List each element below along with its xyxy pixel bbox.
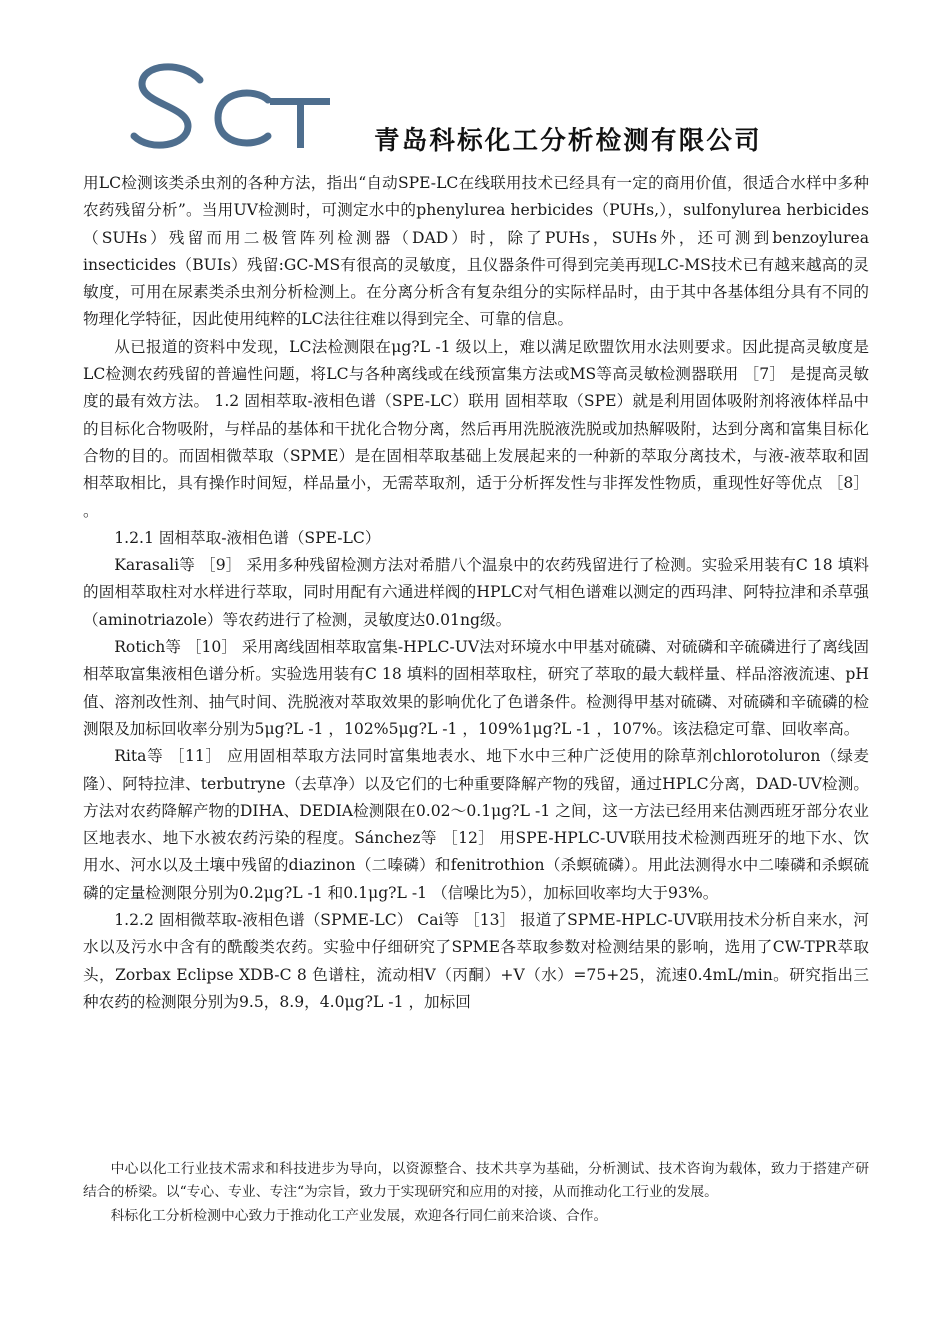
logo-t-stem	[297, 98, 304, 148]
paragraph-2: 从已报道的资料中发现，LC法检测限在μg?L -1 级以上，难以满足欧盟饮用水法则要求。因此提高灵敏度是LC检测农药残留的普遍性问题，将LC与各种离线或在线预富集方法或MS等高灵敏检测器联用 ［7］ 是提高灵敏度的最有效方法。 1.2 固相萃取-液相色谱（SPE-LC）联用 固相萃取（SPE）就是利用固体吸附剂将液体样品中的目标化合物吸附，与样品的基体和干扰化合物分离，然后再用洗脱液洗脱或加热解吸附，达到分离和富集目标化合物的目的。而固相微萃取（SPME）是在固相萃取基础上发展起来的一种新的萃取分离技术，与液-液萃取和固相萃取相比，具有操作时间短，样品量小，无需萃取剂，适于分析挥发性与非挥发性物质，重现性好等优点 ［8］ 。	[83, 337, 869, 520]
page-header	[130, 62, 830, 162]
article-body	[83, 170, 869, 1016]
paragraph-rita: Rita等 ［11］ 应用固相萃取方法同时富集地表水、地下水中三种广泛使用的除草剂chlorotoluron（绿麦隆）、阿特拉津、terbutryne（去草净）以及它们的七种重要降解产物的残留，通过HPLC分离，DAD-UV检测。方法对农药降解产物的DIHA、DEDIA检测限在0.02～0.1μg?L -1 之间，这一方法已经用来估测西班牙部分农业区地表水、地下水被农药污染的程度。Sánchez等 ［12］ 用SPE-HPLC-UV联用技术检测西班牙的地下水、饮用水、河水以及土壤中残留的diazinon（二嗪磷）和fenitrothion（杀螟硫磷）。用此法测得水中二嗪磷和杀螟硫磷的定量检测限分别为0.2μg?L -1 和0.1μg?L -1 （信噪比为5），加标回收率均大于93%。	[83, 747, 869, 902]
sct-logo	[130, 62, 370, 162]
footer-invitation: 科标化工分析检测中心致力于推动化工产业发展，欢迎各行同仁前来洽谈、合作。	[110, 1207, 608, 1224]
logo-s-letter	[134, 67, 200, 145]
company-name: 青岛科标化工分析检测有限公司	[374, 126, 762, 156]
paragraph-karasali: Karasali等 ［9］ 采用多种残留检测方法对希腊八个温泉中的农药残留进行了检测。实验采用装有C 18 填料的固相萃取柱对水样进行萃取，同时用配有六通进样阀的HPLC对气相色谱难以测定的西玛津、阿特拉津和杀草强（aminotriazole）等农药进行了检测，灵敏度达0.01ng级。	[83, 556, 869, 629]
company-footer	[83, 1158, 869, 1228]
logo-c-letter	[218, 93, 268, 143]
section-heading-1-2-1: 1.2.1 固相萃取-液相色谱（SPE-LC）	[114, 528, 381, 547]
paragraph-rotich: Rotich等 ［10］ 采用离线固相萃取富集-HPLC-UV法对环境水中甲基对硫磷、对硫磷和辛硫磷进行了离线固相萃取富集液相色谱分析。实验选用装有C 18 填料的固相萃取柱，研究了萃取的最大载样量、样品溶液流速、pH值、溶剂改性剂、抽气时间、洗脱液对萃取效果的影响优化了色谱条件。检测得甲基对硫磷、对硫磷和辛硫磷的检测限及加标回收率分别为5μg?L -1 ，102%5μg?L -1 ，109%1μg?L -1 ，107%。该法稳定可靠、回收率高。	[83, 638, 869, 738]
paragraph-1: 用LC检测该类杀虫剂的各种方法，指出“自动SPE-LC在线联用技术已经具有一定的商用价值，很适合水样中多种农药残留分析”。当用UV检测时，可测定水中的phenylurea herbicides（PUHs,），sulfonylurea herbicides（SUHs）残留而用二极管阵列检测器（DAD）时，除了PUHs，SUHs外，还可测到benzoylurea insecticides（BUIs）残留:GC-MS有很高的灵敏度，且仪器条件可得到完美再现LC-MS技术已有越来越高的灵敏度，可用在尿素类杀虫剂分析检测上。在分离分析含有复杂组分的实际样品时，由于其中各基体组分具有不同的物理化学特征，因此使用纯粹的LC法往往难以得到完全、可靠的信息。	[83, 174, 869, 329]
paragraph-cai: 1.2.2 固相微萃取-液相色谱（SPME-LC） Cai等 ［13］ 报道了SPME-HPLC-UV联用技术分析自来水，河水以及污水中含有的酰酸类农药。实验中仔细研究了SPME各萃取参数对检测结果的影响，选用了CW-TPR萃取头，Zorbax Eclipse XDB-C 8 色谱柱，流动相V（丙酮）+V（水）=75+25，流速0.4mL/min。研究指出三种农药的检测限分别为9.5，8.9，4.0μg?L -1 ，加标回	[83, 911, 869, 1011]
footer-mission: 中心以化工行业技术需求和科技进步为导向，以资源整合、技术共享为基础，分析测试、技术咨询为载体，致力于搭建产研结合的桥梁。以“专心、专业、专注“为宗旨，致力于实现研究和应用的对接，从而推动化工行业的发展。	[83, 1161, 869, 1201]
